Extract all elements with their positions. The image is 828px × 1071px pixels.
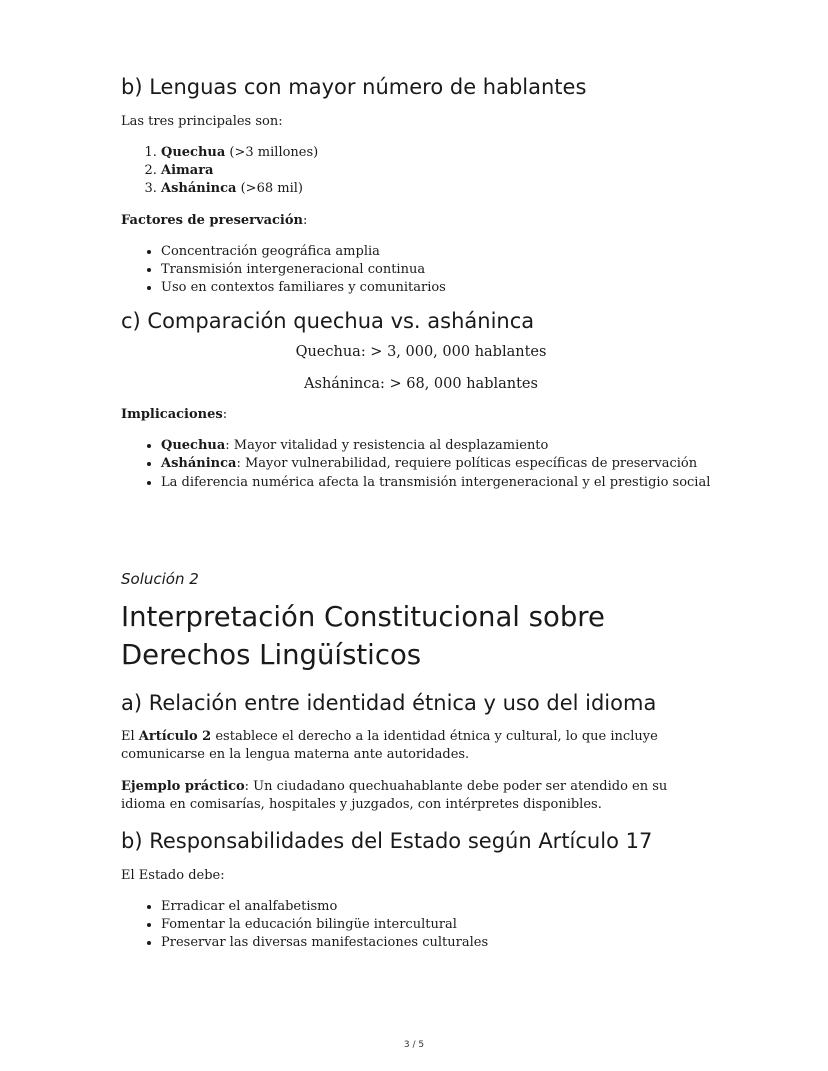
implications-label: Implicaciones: xyxy=(121,407,228,423)
list-item: • Preservar las diversas manifestaciones culturales xyxy=(161,934,721,952)
section-heading: b) Responsabilidades del Estado según Artículo 17 xyxy=(121,828,653,853)
section-heading: c) Comparación quechua vs. asháninca xyxy=(121,309,535,334)
list-item: • Uso en contextos familiares y comunitarios xyxy=(161,279,721,297)
implications-list xyxy=(121,437,721,492)
section-heading: b) Lenguas con mayor número de hablantes xyxy=(121,75,587,99)
list-item: • Quechua: Mayor vitalidad y resistencia al desplazamiento xyxy=(161,437,721,455)
paragraph: El Artículo 2 establece el derecho a la identidad étnica y cultural, lo que incluye comunicarse en la lengua materna ante autoridades. xyxy=(121,728,658,762)
list-item: • Concentración geográfica amplia xyxy=(161,243,721,261)
responsibilities-list xyxy=(121,898,721,953)
list-item: • Fomentar la educación bilingüe intercultural xyxy=(161,916,721,934)
list-item: • Asháninca: Mayor vulnerabilidad, requiere políticas específicas de preservación xyxy=(161,455,721,473)
paragraph: Ejemplo práctico: Un ciudadano quechuahablante debe poder ser atendido en su idioma en comisarías, hospitales y juzgados, con intérpretes disponibles. xyxy=(121,778,668,812)
intro-text: El Estado debe: xyxy=(121,867,225,883)
factors-list xyxy=(121,243,721,298)
page-title: Interpretación Constitucional sobre Derechos Lingüísticos xyxy=(121,600,605,671)
list-item: • Erradicar el analfabetismo xyxy=(161,898,721,916)
factors-label: Factores de preservación: xyxy=(121,212,308,228)
document-page xyxy=(121,70,721,952)
page-number: 3 / 5 xyxy=(403,1040,425,1050)
equation-quechua: Quechua: > 3, 000, 000 hablantes xyxy=(295,344,547,361)
list-item: 2. Aimara xyxy=(161,162,721,180)
list-item: • Transmisión intergeneracional continua xyxy=(161,261,721,279)
intro-text: Las tres principales son: xyxy=(121,114,283,129)
list-item: • La diferencia numérica afecta la transmisión intergeneracional y el prestigio social xyxy=(161,474,721,492)
list-item: 3. Asháninca (>68 mil) xyxy=(161,180,721,198)
solution-label: Solución 2 xyxy=(121,569,199,588)
languages-list xyxy=(121,144,721,199)
section-heading: a) Relación entre identidad étnica y uso del idioma xyxy=(121,690,657,715)
list-item: 1. Quechua (>3 millones) xyxy=(161,144,721,162)
equation-ashaninca: Asháninca: > 68, 000 hablantes xyxy=(304,376,538,393)
